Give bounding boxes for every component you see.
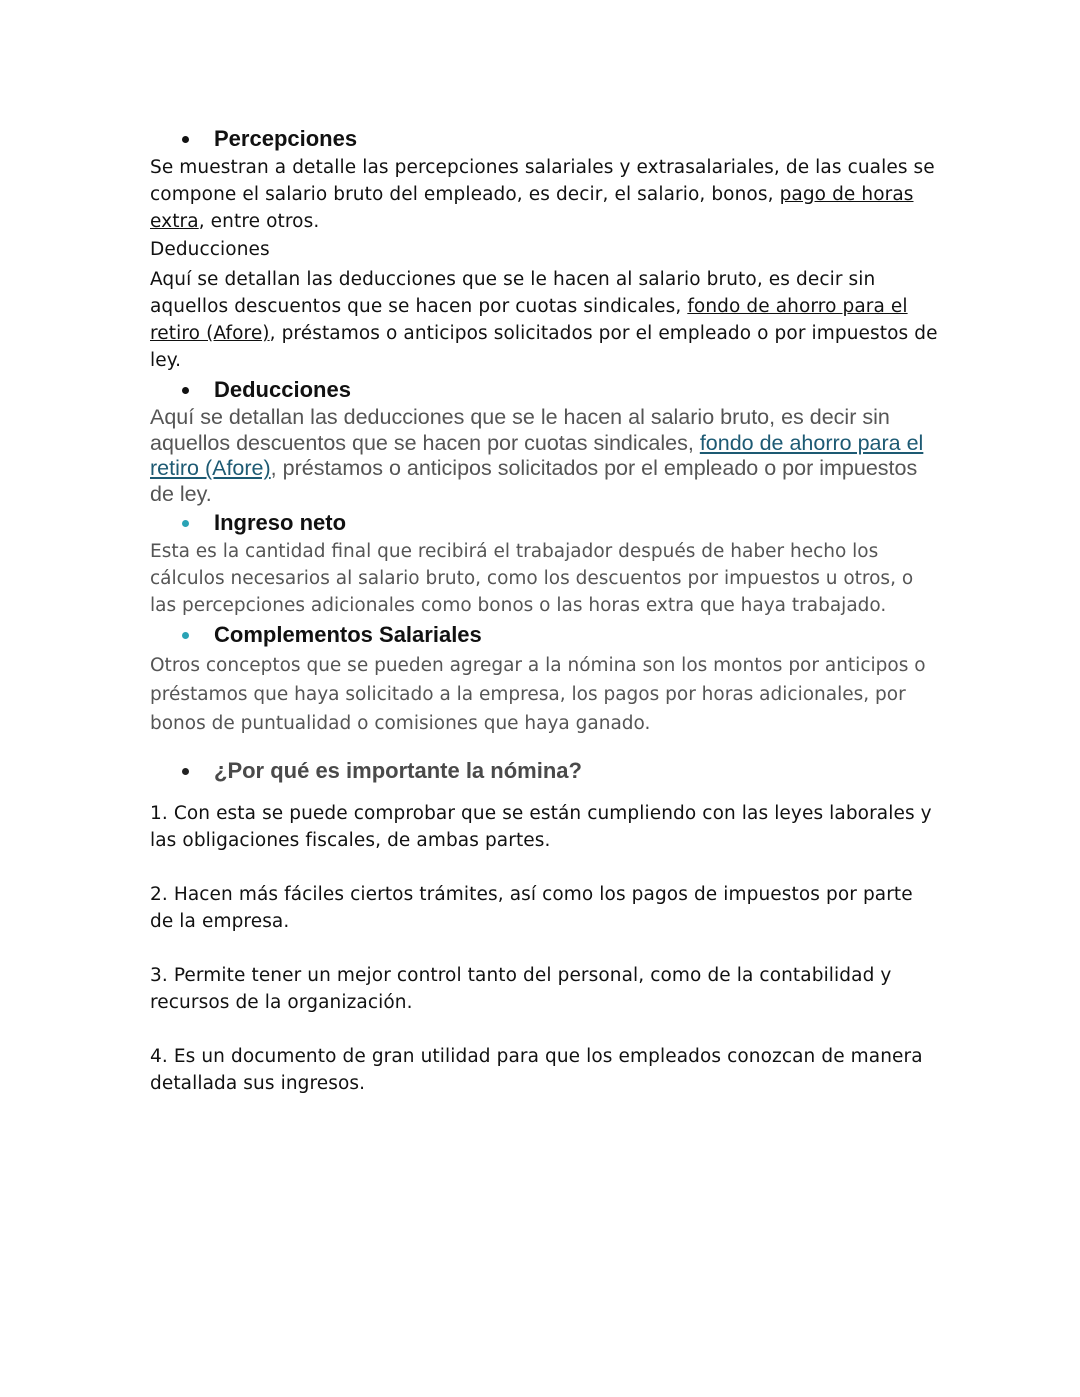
paragraph-ingreso-neto: Esta es la cantidad final que recibirá el trabajador después de haber hecho los cálculos necesarios al salario bruto, como los descuentos por impuestos u otros, o las percepciones adicionales como bonos o las horas extra que haya trabajado. [150,541,914,616]
label-deducciones: Deducciones [150,239,270,260]
list-item: 4. Es un documento de gran utilidad para que los empleados conozcan de manera detallada sus ingresos. [150,1046,923,1094]
list-item: 3. Permite tener un mejor control tanto del personal, como de la contabilidad y recursos de la organización. [150,965,892,1013]
heading-percepciones: Percepciones [150,124,940,154]
link-afore[interactable]: fondo de ahorro para el retiro (Afore) [150,296,908,344]
link-pago-horas-extra[interactable]: pago de horas extra [150,184,914,232]
heading-deducciones: Deducciones [150,375,940,405]
paragraph-deducciones-plain: Aquí se detallan las deducciones que se le hacen al salario bruto, es decir sin aquellos descuentos que se hacen por cuotas sindicales, fondo de ahorro para el retiro (Afore), préstamos o anticipos solicitados por el empleado o por impuestos de ley. [150,269,938,371]
document-page [150,124,940,1097]
list-item: 1. Con esta se puede comprobar que se están cumpliendo con las leyes laborales y las obligaciones fiscales, de ambas partes. [150,803,932,851]
paragraph-percepciones: Se muestran a detalle las percepciones salariales y extrasalariales, de las cuales se compone el salario bruto del empleado, es decir, el salario, bonos, pago de horas extra, entre otros. [150,157,935,232]
heading-importancia: ¿Por qué es importante la nómina? [150,756,940,786]
list-item: 2. Hacen más fáciles ciertos trámites, así como los pagos de impuestos por parte de la empresa. [150,884,913,932]
bullet-icon [182,632,189,639]
bullet-icon [182,768,189,775]
bullet-icon [182,387,189,394]
bullet-icon [182,520,189,527]
heading-ingreso-neto: Ingreso neto [150,508,940,538]
link-afore-teal[interactable]: fondo de ahorro para el retiro (Afore) [150,430,924,480]
paragraph-deducciones: Aquí se detallan las deducciones que se le hacen al salario bruto, es decir sin aquellos descuentos que se hacen por cuotas sindicales, fondo de ahorro para el retiro (Afore), préstamos o anticipos solicitados por el empleado o por impuestos de ley. [150,405,924,506]
heading-complementos: Complementos Salariales [150,620,940,650]
paragraph-complementos: Otros conceptos que se pueden agregar a la nómina son los montos por anticipos o préstamos que haya solicitado a la empresa, los pagos por horas adicionales, por bonos de puntualidad o comisiones que haya ganado. [150,655,926,734]
bullet-icon [182,136,189,143]
